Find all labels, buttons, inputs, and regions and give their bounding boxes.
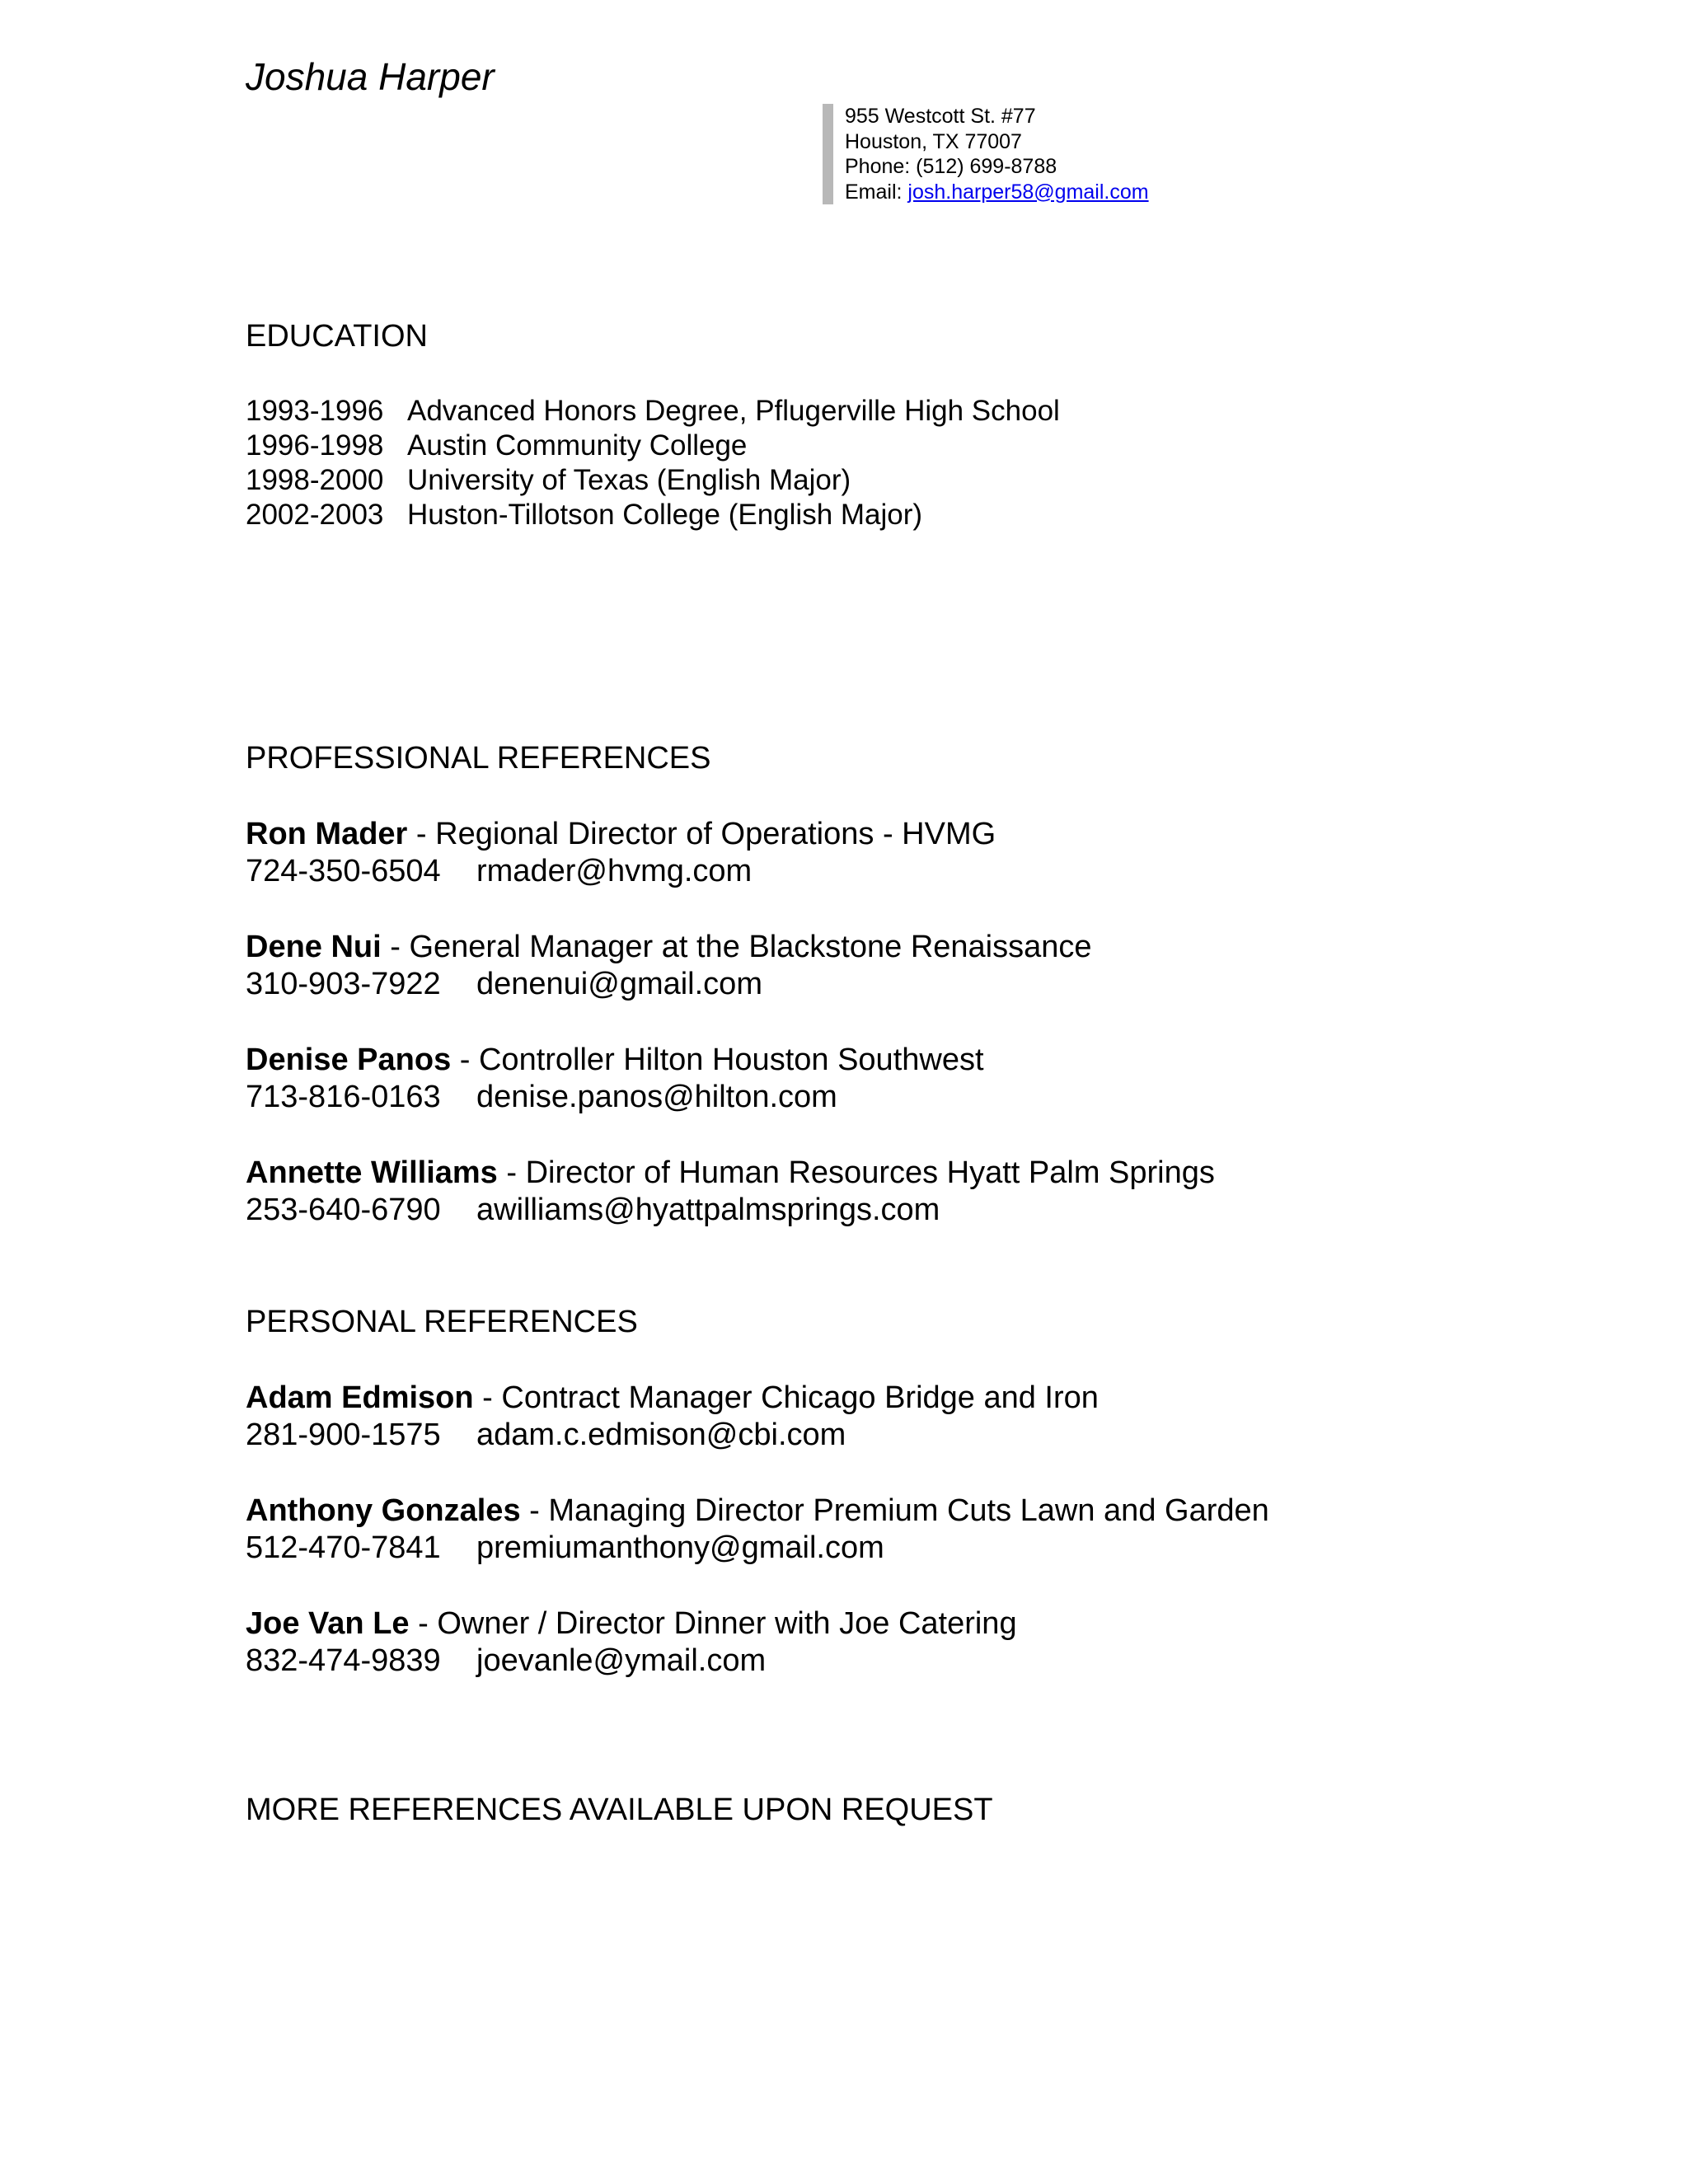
reference-title: - General Manager at the Blackstone Renaissance [381,930,1092,964]
reference-email: denise.panos@hilton.com [476,1080,837,1114]
education-years: 1993-1996 [246,395,384,427]
email-label: Email: [845,180,908,204]
education-years: 2002-2003 [246,499,384,531]
education-heading: EDUCATION [246,319,428,354]
education-item [246,463,1060,498]
reference-title-line [246,1155,1215,1192]
education-item [246,498,1060,532]
reference-phone: 253-640-6790 [246,1193,441,1227]
reference-entry [246,1155,1215,1229]
reference-title: - Managing Director Premium Cuts Lawn and Garden [520,1493,1269,1528]
reference-entry [246,816,996,890]
education-detail: University of Texas (English Major) [407,464,851,496]
reference-email: awilliams@hyattpalmsprings.com [476,1193,940,1227]
reference-entry [246,929,1092,1003]
reference-title: - Owner / Director Dinner with Joe Catering [409,1606,1017,1641]
reference-title-line [246,1493,1269,1530]
reference-name: Dene Nui [246,930,382,964]
email-line [845,180,1149,205]
reference-phone: 724-350-6504 [246,854,441,888]
education-item [246,394,1060,429]
reference-entry [246,1380,1099,1454]
email-link[interactable]: josh.harper58@gmail.com [907,180,1149,204]
reference-title: - Contract Manager Chicago Bridge and Iron [473,1380,1099,1415]
reference-title-line [246,1605,1017,1643]
reference-contact-line [246,966,1092,1003]
reference-contact-line [246,1079,984,1116]
reference-entry [246,1042,984,1116]
reference-email: rmader@hvmg.com [476,854,753,888]
address-line-1: 955 Westcott St. #77 [845,105,1036,128]
reference-name: Ron Mader [246,817,408,851]
reference-title: - Controller Hilton Houston Southwest [451,1043,984,1077]
reference-email: joevanle@ymail.com [476,1643,767,1678]
reference-name: Anthony Gonzales [246,1493,521,1528]
resume-name: Joshua Harper [246,55,495,98]
reference-contact-line [246,1530,1269,1567]
education-years: 1996-1998 [246,429,384,462]
reference-name: Denise Panos [246,1043,452,1077]
reference-phone: 310-903-7922 [246,967,441,1001]
reference-title: - Regional Director of Operations - HVMG [407,817,996,851]
reference-title-line [246,1380,1099,1417]
reference-entry [246,1605,1017,1680]
personal-references-heading: PERSONAL REFERENCES [246,1305,638,1339]
reference-phone: 281-900-1575 [246,1418,441,1452]
reference-contact-line [246,853,996,890]
reference-title-line [246,929,1092,966]
reference-contact-line [246,1643,1017,1680]
education-detail: Austin Community College [407,429,748,462]
more-references-note: MORE REFERENCES AVAILABLE UPON REQUEST [246,1793,993,1827]
education-detail: Huston-Tillotson College (English Major) [407,499,923,531]
reference-name: Adam Edmison [246,1380,474,1415]
reference-email: adam.c.edmison@cbi.com [476,1418,846,1452]
reference-contact-line [246,1192,1215,1229]
reference-title-line [246,1042,984,1079]
education-list [246,394,1060,532]
reference-phone: 713-816-0163 [246,1080,441,1114]
reference-email: denenui@gmail.com [476,967,762,1001]
reference-phone: 832-474-9839 [246,1643,441,1678]
phone-line: Phone: (512) 699-8788 [845,155,1057,178]
education-years: 1998-2000 [246,464,384,496]
address-line-2: Houston, TX 77007 [845,129,1022,153]
reference-name: Joe Van Le [246,1606,410,1641]
reference-contact-line [246,1417,1099,1454]
education-item [246,429,1060,463]
reference-title-line [246,816,996,853]
professional-references-heading: PROFESSIONAL REFERENCES [246,741,711,776]
reference-title: - Director of Human Resources Hyatt Palm Springs [497,1155,1215,1190]
reference-name: Annette Williams [246,1155,498,1190]
education-detail: Advanced Honors Degree, Pflugerville High School [407,395,1060,427]
contact-block [823,104,1149,204]
reference-entry [246,1493,1269,1567]
reference-phone: 512-470-7841 [246,1530,441,1565]
reference-email: premiumanthony@gmail.com [476,1530,884,1565]
